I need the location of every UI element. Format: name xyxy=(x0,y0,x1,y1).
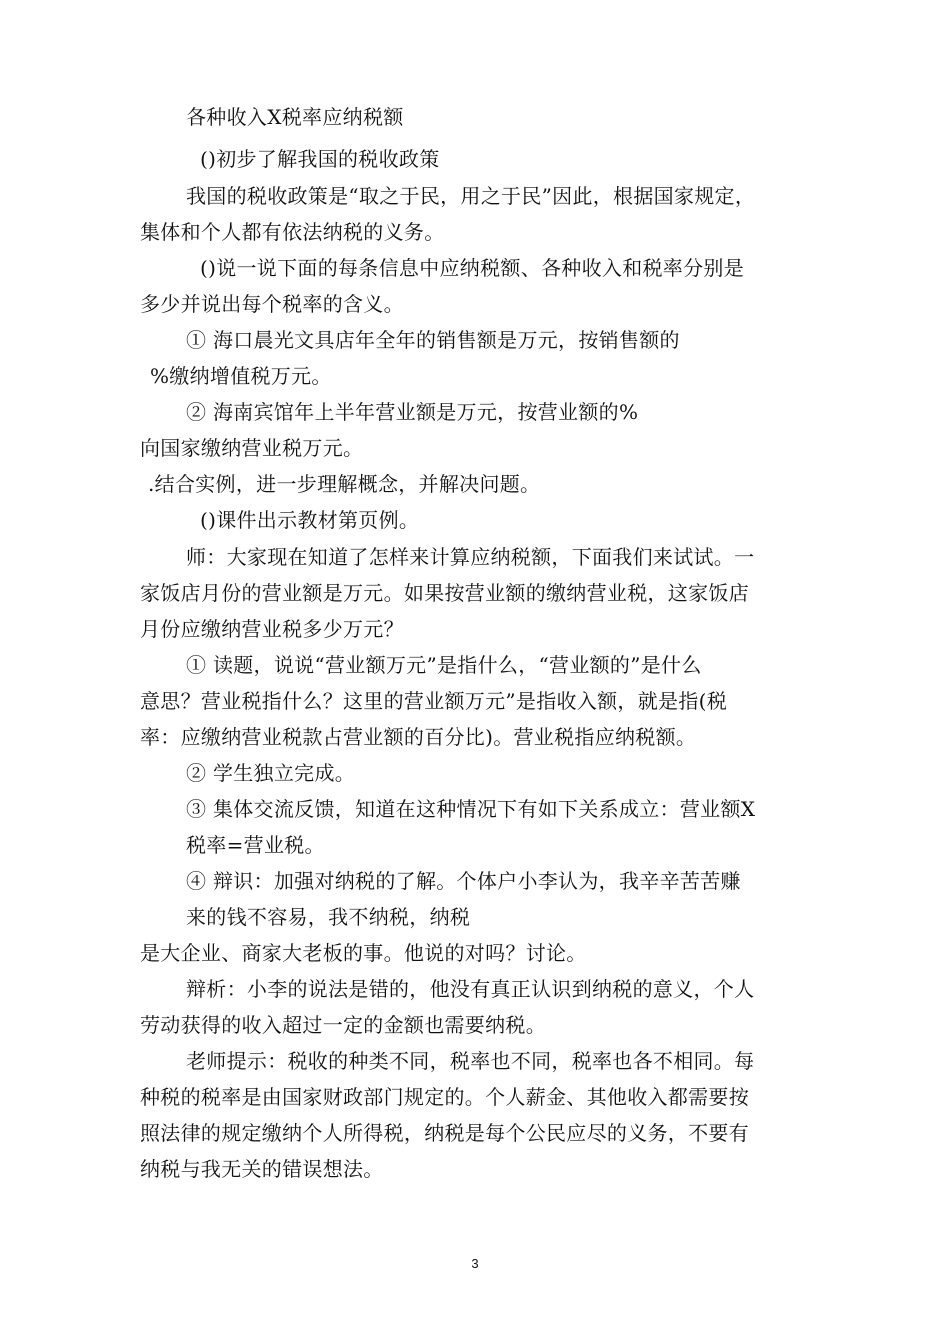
text-line: 老师提示：税收的种类不同，税率也不同，税率也各不相同。每 xyxy=(186,1049,755,1073)
text-line: %缴纳增值税万元。 xyxy=(150,364,332,388)
text-line: ① 海口晨光文具店年全年的销售额是万元，按销售额的 xyxy=(186,328,680,352)
text-line: 各种收入X税率应纳税额 xyxy=(186,105,404,129)
text-line: 辩析：小李的说法是错的，他没有真正认识到纳税的意义，个人 xyxy=(186,977,755,1001)
text-line: ()初步了解我国的税收政策 xyxy=(200,147,440,171)
text-line: ② 海南宾馆年上半年营业额是万元，按营业额的% xyxy=(186,400,639,424)
text-line: 意思？营业税指什么？这里的营业额万元”是指收入额，就是指(税 xyxy=(140,689,728,713)
text-line: 师：大家现在知道了怎样来计算应纳税额，下面我们来试试。一 xyxy=(186,545,755,569)
text-line: 家饭店月份的营业额是万元。如果按营业额的缴纳营业税，这家饭店 xyxy=(140,581,749,605)
text-line: 集体和个人都有依法纳税的义务。 xyxy=(140,220,445,244)
text-line: 纳税与我无关的错误想法。 xyxy=(140,1157,384,1181)
text-line: 种税的税率是由国家财政部门规定的。个人薪金、其他收入都需要按 xyxy=(140,1085,749,1109)
text-line: 照法律的规定缴纳个人所得税，纳税是每个公民应尽的义务，不要有 xyxy=(140,1121,749,1145)
text-line: ④ 辩识：加强对纳税的了解。个体户小李认为，我辛辛苦苦赚 xyxy=(186,869,741,893)
text-line: 月份应缴纳营业税多少万元？ xyxy=(140,617,404,641)
page-number: 3 xyxy=(471,1256,479,1271)
text-line: 是大企业、商家大老板的事。他说的对吗？讨论。 xyxy=(140,941,587,965)
text-line: .结合实例，进一步理解概念，并解决问题。 xyxy=(148,472,541,496)
text-line: ()说一说下面的每条信息中应纳税额、各种收入和税率分别是 xyxy=(200,256,745,280)
text-line: 税率=营业税。 xyxy=(186,833,325,857)
text-line: 劳动获得的收入超过一定的金额也需要纳税。 xyxy=(140,1013,546,1037)
text-line: ② 学生独立完成。 xyxy=(186,761,356,785)
text-line: ③ 集体交流反馈，知道在这种情况下有如下关系成立：营业额X xyxy=(186,797,756,821)
text-line: 多少并说出每个税率的含义。 xyxy=(140,292,404,316)
text-line: 向国家缴纳营业税万元。 xyxy=(140,436,364,460)
text-line: 我国的税收政策是“取之于民，用之于民”因此，根据国家规定， xyxy=(186,184,756,208)
text-line: ()课件出示教材第页例。 xyxy=(200,508,420,532)
text-line: 来的钱不容易，我不纳税，纳税 xyxy=(186,905,471,929)
text-line: ① 读题，说说“营业额万元”是指什么，“营业额的”是什么 xyxy=(186,653,702,677)
text-line: 率：应缴纳营业税款占营业额的百分比)。营业税指应纳税额。 xyxy=(140,725,697,749)
